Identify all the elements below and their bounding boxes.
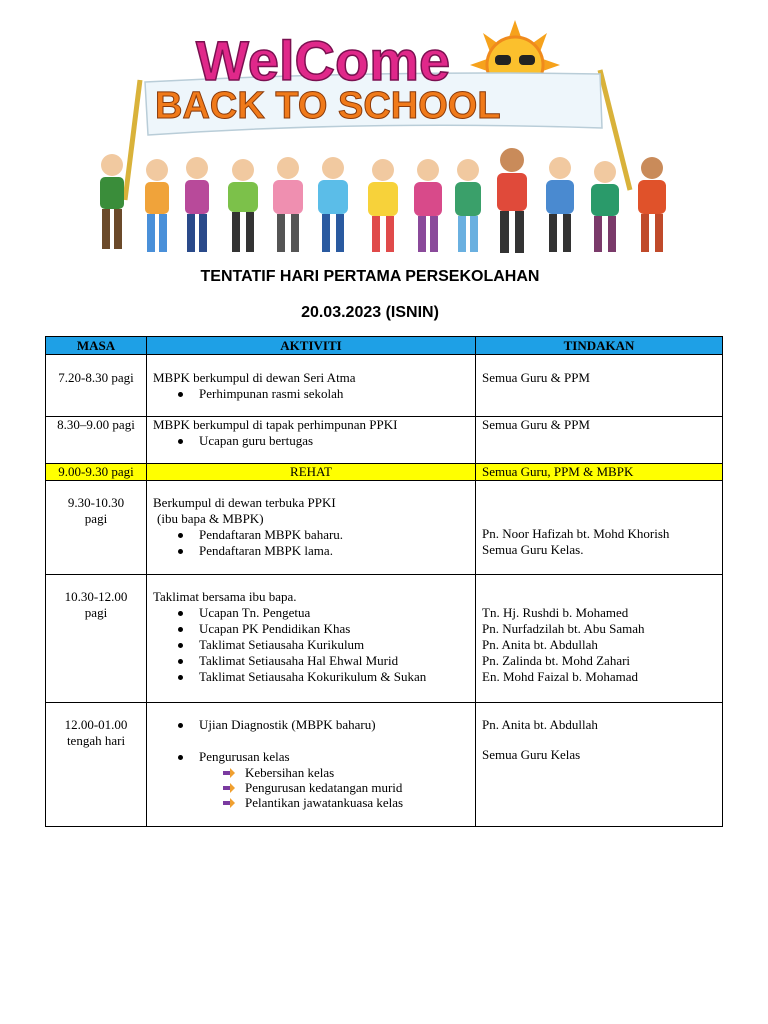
list-item: Pendaftaran MBPK baharu. (199, 527, 469, 543)
action-cell (476, 575, 723, 703)
table-row (46, 575, 723, 703)
action-cell (476, 481, 723, 575)
list-item: Ucapan guru bertugas (199, 433, 469, 449)
action-text: Semua Guru & PPM (482, 417, 590, 432)
welcome-back-to-school-banner (0, 0, 768, 265)
list-item: Taklimat Setiausaha Kurikulum (199, 637, 469, 653)
time-text: pagi (84, 605, 108, 620)
action-text: Semua Guru Kelas. (482, 542, 584, 557)
list-item: Ucapan Tn. Pengetua (199, 605, 469, 621)
activity-cell (147, 355, 476, 417)
arrow-bullet-icon (223, 782, 235, 794)
list-item: Ujian Diagnostik (MBPK baharu) (199, 717, 469, 733)
action-cell (476, 464, 723, 481)
action-text: Pn. Nurfadzilah bt. Abu Samah (482, 621, 645, 636)
sub-item-text: Pelantikan jawatankuasa kelas (245, 795, 404, 810)
activity-text: MBPK berkumpul di tapak perhimpunan PPKI (153, 417, 398, 432)
activity-cell (147, 575, 476, 703)
activity-text: MBPK berkumpul di dewan Seri Atma (153, 370, 356, 385)
header-aktiviti: AKTIVITI (147, 337, 476, 355)
activity-cell (147, 464, 476, 481)
time-cell (46, 417, 147, 464)
action-text: Pn. Noor Hafizah bt. Mohd Khorish (482, 526, 670, 541)
document-title: TENTATIF HARI PERTAMA PERSEKOLAHAN (200, 268, 540, 285)
time-cell (46, 575, 147, 703)
list-item: Ucapan PK Pendidikan Khas (199, 621, 469, 637)
action-cell (476, 703, 723, 827)
children-illustration (100, 148, 666, 253)
rehat-text: REHAT (290, 464, 332, 479)
table-row-rehat (46, 464, 723, 481)
list-item: Pendaftaran MBPK lama. (199, 543, 469, 559)
activity-text: Berkumpul di dewan terbuka PPKI (153, 495, 336, 510)
list-item: Pengurusan kelas (199, 749, 469, 765)
header-masa: MASA (46, 337, 147, 355)
action-text: Pn. Zalinda bt. Mohd Zahari (482, 653, 631, 668)
sub-item-text: Kebersihan kelas (245, 765, 335, 780)
action-cell (476, 417, 723, 464)
list-item: Taklimat Setiausaha Kokurikulum & Sukan (199, 669, 469, 685)
action-text: Pn. Anita bt. Abdullah (482, 717, 598, 732)
action-text: Semua Guru Kelas (482, 747, 581, 762)
activity-cell (147, 481, 476, 575)
time-cell (46, 355, 147, 417)
activity-text: Taklimat bersama ibu bapa. (153, 589, 297, 604)
list-item: Perhimpunan rasmi sekolah (199, 386, 469, 402)
table-row (46, 703, 723, 827)
arrow-bullet-icon (223, 767, 235, 779)
time-text: 9.30-10.30 (67, 495, 125, 510)
document-date: 20.03.2023 (ISNIN) (301, 304, 439, 321)
action-text: Semua Guru, PPM & MBPK (482, 464, 634, 479)
time-cell (46, 464, 147, 481)
list-item (245, 795, 469, 810)
activity-cell (147, 417, 476, 464)
time-text: 10.30-12.00 (64, 589, 128, 604)
time-text: tengah hari (66, 733, 126, 748)
sub-item-text: Pengurusan kedatangan murid (245, 780, 403, 795)
action-text: Semua Guru & PPM (482, 370, 590, 385)
time-text: 12.00-01.00 (64, 717, 128, 732)
action-text: Tn. Hj. Rushdi b. Mohamed (482, 605, 629, 620)
back-to-school-text: BACK TO SCHOOL (155, 85, 501, 127)
arrow-bullet-icon (223, 797, 235, 809)
header-tindakan: TINDAKAN (476, 337, 723, 355)
table-row (46, 481, 723, 575)
action-text: En. Mohd Faizal b. Mohamad (482, 669, 638, 684)
time-text: 7.20-8.30 pagi (58, 370, 134, 385)
time-text: pagi (84, 511, 108, 526)
time-cell (46, 481, 147, 575)
activity-text: (ibu bapa & MBPK) (157, 511, 264, 526)
list-item (245, 765, 469, 780)
list-item (245, 780, 469, 795)
action-cell (476, 355, 723, 417)
action-text: Pn. Anita bt. Abdullah (482, 637, 598, 652)
schedule-table (45, 336, 723, 827)
time-cell (46, 703, 147, 827)
welcome-text: WelCome (196, 29, 451, 92)
table-header-row (46, 337, 723, 355)
list-item: Taklimat Setiausaha Hal Ehwal Murid (199, 653, 469, 669)
activity-cell (147, 703, 476, 827)
table-row (46, 417, 723, 464)
time-text: 8.30–9.00 pagi (57, 417, 135, 432)
time-text: 9.00-9.30 pagi (58, 464, 134, 479)
table-row (46, 355, 723, 417)
